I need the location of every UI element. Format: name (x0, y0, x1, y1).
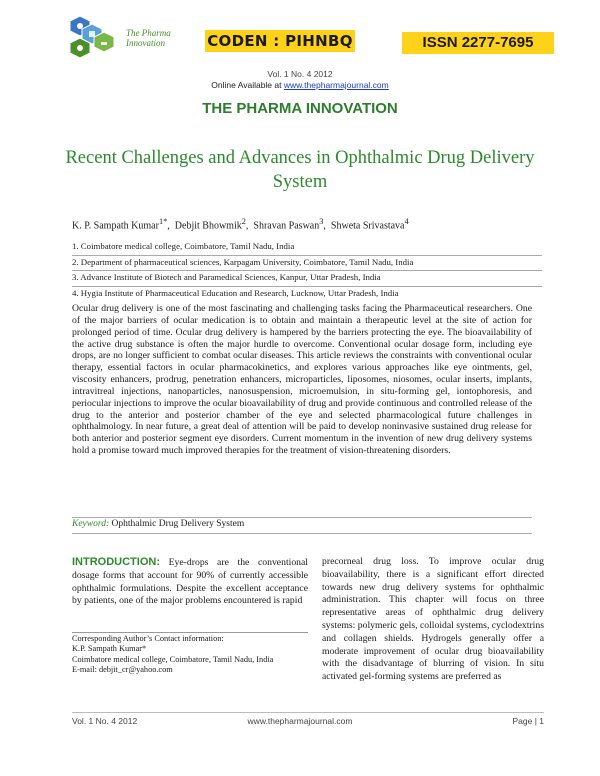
logo-text-line2: Innovation (126, 38, 165, 48)
keyword-label: Keyword: (72, 519, 110, 529)
coden-badge: CODEN : PIHNBQ (205, 30, 355, 52)
logo-text (126, 28, 171, 48)
footer-volume: Vol. 1 No. 4 2012 (72, 716, 138, 726)
journal-name: THE PHARMA INNOVATION (202, 100, 398, 117)
author-sup: 2 (241, 217, 246, 226)
body-column-right: precorneal drug loss. To improve ocular drug bioavailability, there is a significant effort directed towards new drug delivery systems for ophthalmic administration. This chapter will focus on three representative areas of ophthalmic drug delivery systems: polymeric gels, colloidal systems, cyclodextrins and collagen shields. Hydrogels generally offer a moderate improvement of ocular drug bioavailability with the disadvantage of blurring of vision. In situ activated gel-forming systems are preferred as (322, 556, 544, 683)
keyword-value: Ophthalmic Drug Delivery System (111, 519, 245, 529)
affiliation-item: 3. Advance Institute of Biotech and Paramedical Sciences, Kanpur, Uttar Pradesh, India (72, 271, 542, 287)
author-list: K. P. Sampath Kumar$^{1*}$, Debjit Bhowmik$^2$, Shravan Paswan$^3$, Shweta Srivastava$^4$ (72, 217, 409, 232)
footer-url: www.thepharmajournal.com (247, 716, 353, 726)
corresponding-author-block (72, 634, 308, 675)
affiliation-item: 2. Department of pharmaceutical sciences, Karpagam University, Coimbatore, Tamil Nadu, India (72, 256, 542, 272)
footer-page-number: Page | 1 (512, 716, 544, 726)
online-prefix: Online Available at (211, 80, 284, 90)
affiliation-list (72, 240, 542, 301)
abstract-text: Ocular drug delivery is one of the most fascinating and challenging tasks facing the Pharmaceutical researchers. One of the major barriers of ocular medication is to obtain and maintain a therapeutic level at the site of action for prolonged period of time. Ocular drug delivery is hampered by the barriers protecting the eye. The bioavailability of the active drug substance is often the major hurdle to overcome. Conventional ocular dosage form, including eye drops, are no longer sufficient to combat ocular diseases. This article reviews the constraints with conventional ocular therapy, essential factors in ocular pharmacokinetics, and explores various approaches like eye ointments, gel, viscosity enhancers, prodrug, penetration enhancers, microparticles, liposomes, niosomes, ocular inserts, implants, intravitreal injections, nanoparticles, nanosuspension, microemulsion, in situ-forming gel, iontophoresis, and periocular injections to improve the ocular bioavailability of drug and provide continuous and controlled release of the drug to the anterior and posterior chamber of the eye and selected pharmacological future challenges in ophthalmology. In near future, a great deal of attention will be paid to develop noninvasive sustained drug release for both anterior and posterior segment eye disorders. Current momentum in the invention of new drug delivery systems hold a promise toward much improved therapies for the treatment of vision-threatening disorders. (72, 303, 532, 457)
contact-name: K.P. Sampath Kumar* (72, 644, 147, 654)
logo-text-line1: The Pharma (126, 28, 171, 38)
introduction-heading: INTRODUCTION: (72, 556, 160, 568)
divider (72, 533, 532, 534)
body-column-left (72, 556, 308, 608)
footer-divider (72, 712, 544, 713)
journal-logo-icon (65, 14, 125, 60)
author-sup: 4 (404, 217, 409, 226)
contact-heading: Corresponding Author’s Contact information: (72, 634, 224, 643)
contact-email: E-mail: debjit_cr@yahoo.com (72, 664, 173, 674)
author-name: Debjit Bhowmik (174, 220, 242, 232)
author-sup: 1* (158, 217, 168, 226)
affiliation-item: 1. Coimbatore medical college, Coimbatore, Tamil Nadu, India (72, 240, 542, 256)
author-sup: 3 (319, 217, 324, 226)
author-name: K. P. Sampath Kumar (72, 220, 159, 232)
journal-url-link[interactable]: www.thepharmajournal.com (283, 80, 389, 90)
article-title: Recent Challenges and Advances in Ophthalmic Drug Delivery System (65, 148, 535, 192)
online-availability (0, 80, 600, 90)
divider (72, 517, 532, 518)
author-name: Shravan Paswan (253, 220, 320, 232)
affiliation-item: 4. Hygia Institute of Pharmaceutical Education and Research, Lucknow, Uttar Pradesh, India (72, 287, 399, 298)
divider (72, 632, 308, 633)
keyword-line (72, 519, 244, 529)
volume-info: Vol. 1 No. 4 2012 (267, 69, 333, 79)
issn-badge: ISSN 2277-7695 (402, 32, 554, 54)
introduction-text-left: Eye-drops are the conventional dosage forms that account for 90% of currently accessible ophthalmic formulations. Despite the excellent acceptance by patients, one of the major problems encountered is rapid (72, 557, 308, 607)
author-name: Shweta Srivastava (330, 220, 405, 232)
contact-address: Coimbatore medical college, Coimbatore, Tamil Nadu, India (72, 654, 274, 664)
